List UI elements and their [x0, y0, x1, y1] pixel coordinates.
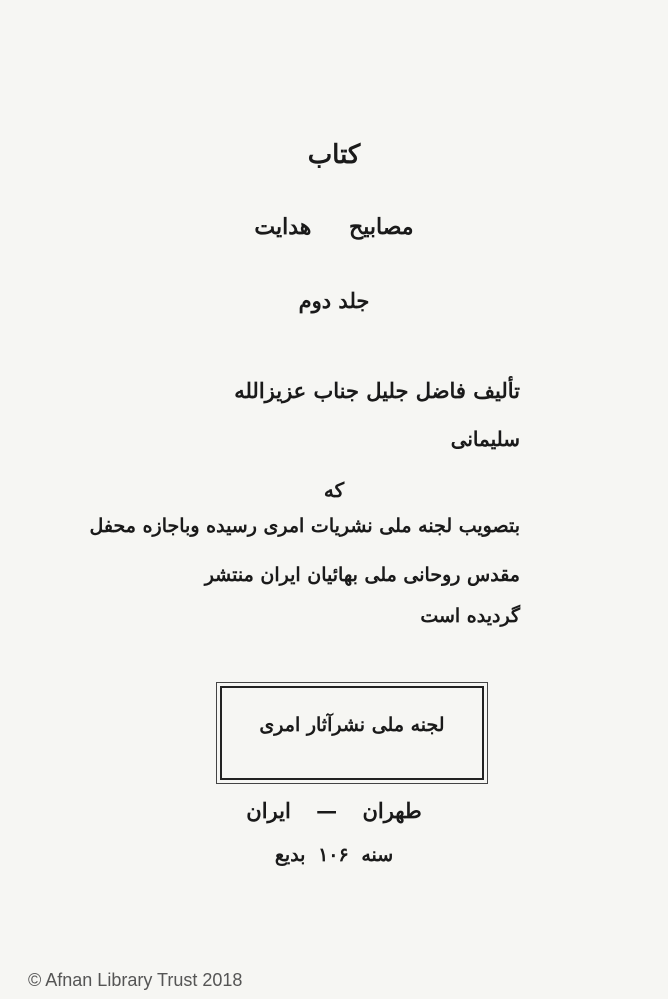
place-line: طهران — ایران — [246, 798, 422, 823]
title-line: کتاب — [307, 140, 361, 170]
approval-line-3: گردیده است — [420, 605, 520, 627]
publisher-name: لجنه ملی نشرآثار امری — [259, 714, 445, 736]
copyright-notice: © Afnan Library Trust 2018 — [28, 970, 243, 990]
author-line-2: سلیمانی — [450, 427, 520, 451]
book-name: مصابیح هدایت — [254, 214, 414, 240]
author-line-1: تألیف فاضل جلیل جناب عزیزالله — [234, 378, 520, 403]
date-line: سنه ۱۰۶ بدیع — [274, 844, 394, 866]
conjunction-line: که — [323, 478, 345, 502]
approval-line-1: بتصویب لجنه ملی نشریات امری رسیده وباجازه محفل — [89, 515, 520, 537]
approval-line-2: مقدس روحانی ملی بهائیان ایران منتشر — [204, 564, 520, 586]
volume-label: جلد دوم — [298, 288, 370, 313]
